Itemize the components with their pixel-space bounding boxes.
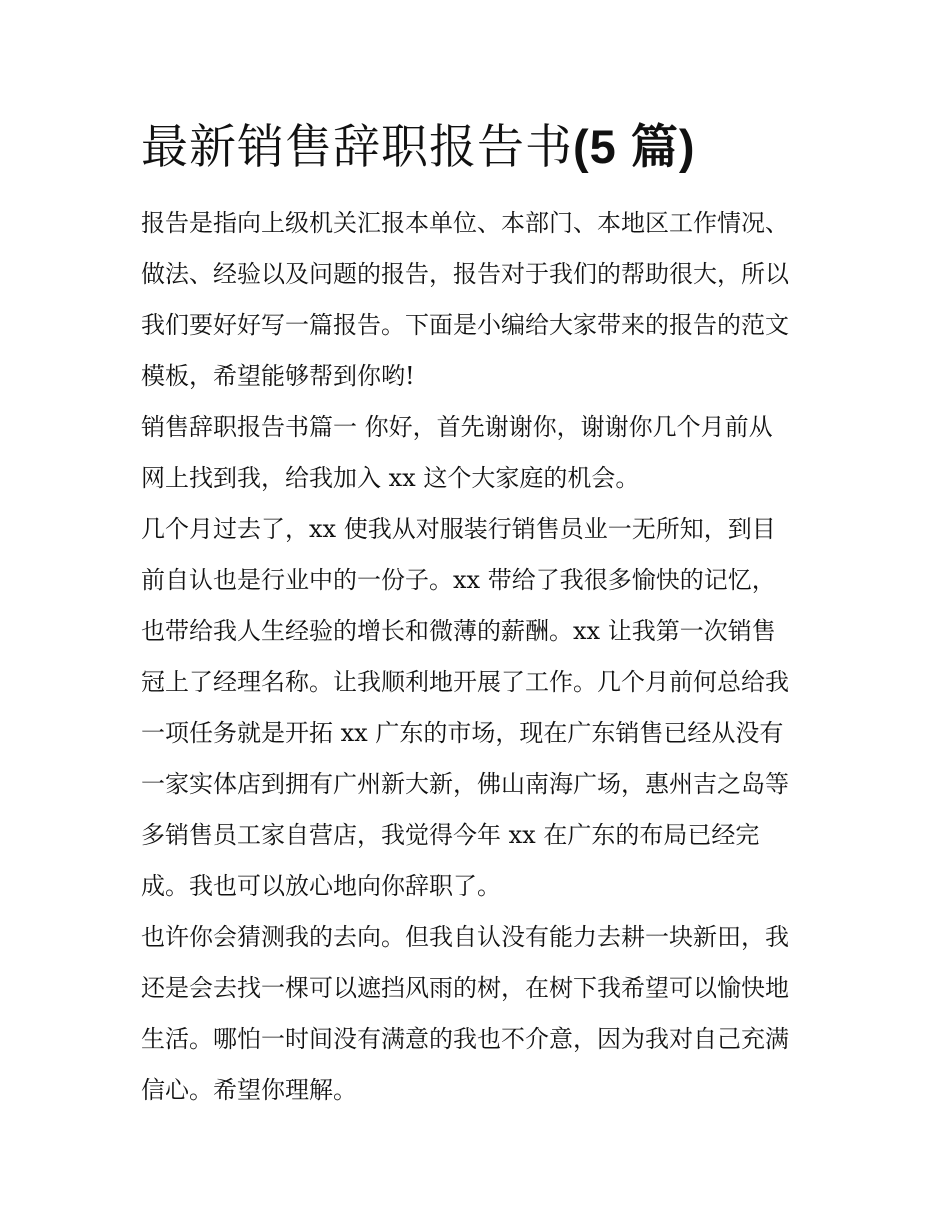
document-title [141, 112, 696, 183]
paragraph-experience [141, 504, 821, 912]
text-line: 成。我也可以放心地向你辞职了。 [141, 872, 501, 900]
text-line: 模板，希望能够帮到你哟! [141, 362, 415, 390]
text-line: 一家实体店到拥有广州新大新，佛山南海广场，惠州吉之岛等 [141, 770, 789, 798]
paragraph-section-one [141, 402, 821, 504]
document-body [141, 198, 821, 1116]
document-title-suffix: (5 篇) [573, 120, 696, 173]
text-line: 信心。希望你理解。 [141, 1076, 357, 1104]
text-line: 销售辞职报告书篇一 你好，首先谢谢你，谢谢你几个月前从 [141, 413, 773, 441]
text-line: 冠上了经理名称。让我顺利地开展了工作。几个月前何总给我 [141, 668, 789, 696]
text-line: 做法、经验以及问题的报告，报告对于我们的帮助很大，所以 [141, 260, 789, 288]
paragraph-closing [141, 912, 821, 1116]
text-line: 我们要好好写一篇报告。下面是小编给大家带来的报告的范文 [141, 311, 789, 339]
paragraph-intro [141, 198, 821, 402]
text-line: 网上找到我，给我加入 xx 这个大家庭的机会。 [141, 464, 640, 492]
text-line: 多销售员工家自营店，我觉得今年 xx 在广东的布局已经完 [141, 821, 760, 849]
text-line: 也许你会猜测我的去向。但我自认没有能力去耕一块新田，我 [141, 923, 789, 951]
text-line: 生活。哪怕一时间没有满意的我也不介意，因为我对自己充满 [141, 1025, 789, 1053]
text-line: 一项任务就是开拓 xx 广东的市场，现在广东销售已经从没有 [141, 719, 784, 747]
text-line: 几个月过去了，xx 使我从对服装行销售员业一无所知，到目 [141, 515, 776, 543]
text-line: 也带给我人生经验的增长和微薄的薪酬。xx 让我第一次销售 [141, 617, 776, 645]
text-line: 前自认也是行业中的一份子。xx 带给了我很多愉快的记忆， [141, 566, 776, 594]
text-line: 报告是指向上级机关汇报本单位、本部门、本地区工作情况、 [141, 209, 789, 237]
text-line: 还是会去找一棵可以遮挡风雨的树，在树下我希望可以愉快地 [141, 974, 789, 1002]
document-title-text: 最新销售辞职报告书 [141, 120, 573, 175]
